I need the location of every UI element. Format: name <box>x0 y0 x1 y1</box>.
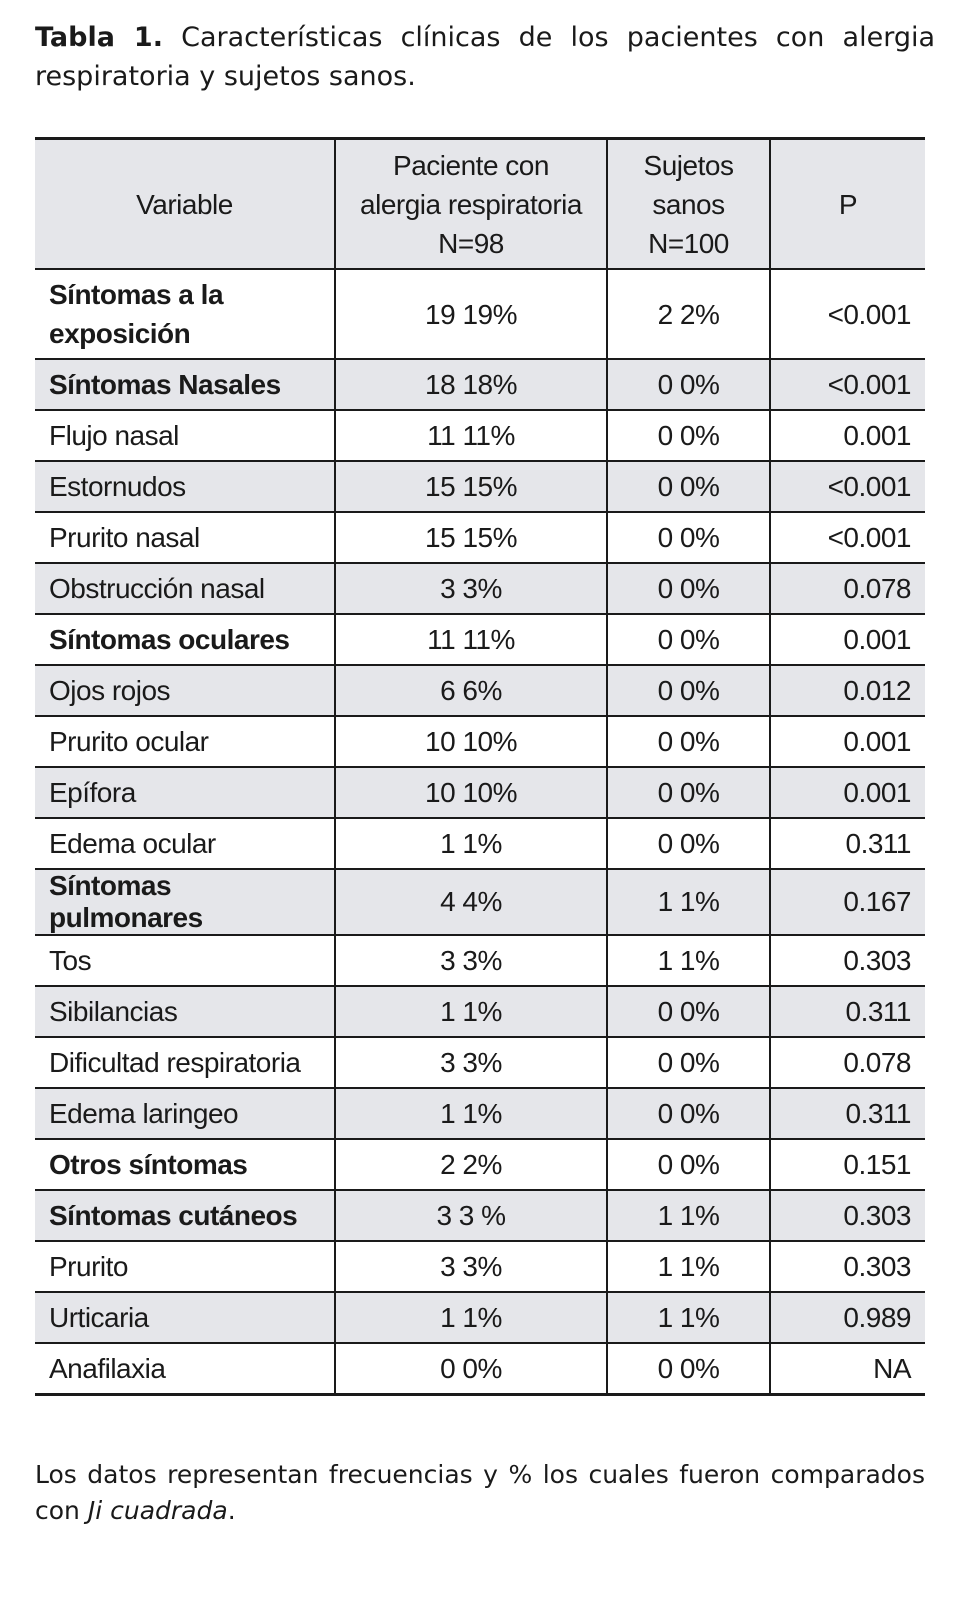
cell-patients: 4 4% <box>335 869 607 935</box>
cell-p-value: 0.167 <box>770 869 925 935</box>
cell-healthy: 0 0% <box>607 1037 770 1088</box>
table-footnote <box>35 1457 925 1529</box>
cell-p-value: 0.001 <box>770 716 925 767</box>
cell-variable: Dificultad respiratoria <box>35 1037 335 1088</box>
header-variable: Variable <box>35 139 335 270</box>
cell-p-value: 0.012 <box>770 665 925 716</box>
cell-variable: Prurito <box>35 1241 335 1292</box>
table-row <box>35 935 925 986</box>
cell-variable: Síntomas oculares <box>35 614 335 665</box>
cell-healthy: 0 0% <box>607 767 770 818</box>
cell-healthy: 0 0% <box>607 1088 770 1139</box>
cell-patients: 10 10% <box>335 767 607 818</box>
table-row <box>35 461 925 512</box>
cell-healthy: 1 1% <box>607 1190 770 1241</box>
cell-patients: 15 15% <box>335 461 607 512</box>
cell-variable: Urticaria <box>35 1292 335 1343</box>
cell-patients: 3 3% <box>335 1241 607 1292</box>
table-row <box>35 1292 925 1343</box>
header-patients: Paciente con alergia respiratoria N=98 <box>335 139 607 270</box>
cell-variable: Flujo nasal <box>35 410 335 461</box>
cell-variable: Obstrucción nasal <box>35 563 335 614</box>
header-p: P <box>770 139 925 270</box>
cell-variable: Estornudos <box>35 461 335 512</box>
cell-healthy: 0 0% <box>607 614 770 665</box>
cell-p-value: 0.001 <box>770 767 925 818</box>
footnote-text: Los datos representan frecuencias y % los cuales fueron comparados con <box>35 1460 925 1525</box>
cell-variable: Edema laringeo <box>35 1088 335 1139</box>
table-row <box>35 818 925 869</box>
table-row <box>35 512 925 563</box>
cell-p-value: 0.311 <box>770 986 925 1037</box>
cell-variable: Síntomas a la exposición <box>35 269 335 359</box>
cell-healthy: 0 0% <box>607 563 770 614</box>
cell-variable: Ojos rojos <box>35 665 335 716</box>
table-row <box>35 1037 925 1088</box>
caption-label: Tabla 1. <box>35 22 163 53</box>
cell-p-value: 0.151 <box>770 1139 925 1190</box>
table-row <box>35 1088 925 1139</box>
cell-healthy: 1 1% <box>607 869 770 935</box>
cell-healthy: 0 0% <box>607 359 770 410</box>
cell-variable: Síntomas pulmonares <box>35 869 335 935</box>
table-row <box>35 1343 925 1395</box>
cell-patients: 1 1% <box>335 986 607 1037</box>
cell-patients: 1 1% <box>335 1088 607 1139</box>
cell-healthy: 0 0% <box>607 716 770 767</box>
cell-variable: Sibilancias <box>35 986 335 1037</box>
cell-p-value: 0.001 <box>770 614 925 665</box>
table-row <box>35 269 925 359</box>
cell-p-value: <0.001 <box>770 461 925 512</box>
cell-healthy: 0 0% <box>607 410 770 461</box>
cell-p-value: 0.303 <box>770 1241 925 1292</box>
caption-text: Características clínicas de los pacientes con alergia respiratoria y sujetos sanos. <box>35 22 936 92</box>
cell-p-value: 0.303 <box>770 1190 925 1241</box>
cell-patients: 6 6% <box>335 665 607 716</box>
cell-patients: 10 10% <box>335 716 607 767</box>
cell-patients: 3 3% <box>335 935 607 986</box>
cell-p-value: 0.311 <box>770 1088 925 1139</box>
cell-patients: 15 15% <box>335 512 607 563</box>
table-row <box>35 665 925 716</box>
cell-patients: 2 2% <box>335 1139 607 1190</box>
cell-healthy: 1 1% <box>607 935 770 986</box>
table-row <box>35 359 925 410</box>
cell-variable: Epífora <box>35 767 335 818</box>
cell-p-value: 0.311 <box>770 818 925 869</box>
cell-patients: 3 3% <box>335 563 607 614</box>
cell-healthy: 0 0% <box>607 1343 770 1395</box>
cell-variable: Tos <box>35 935 335 986</box>
cell-healthy: 2 2% <box>607 269 770 359</box>
cell-variable: Edema ocular <box>35 818 335 869</box>
cell-healthy: 0 0% <box>607 818 770 869</box>
cell-p-value: 0.989 <box>770 1292 925 1343</box>
cell-p-value: <0.001 <box>770 512 925 563</box>
cell-p-value: 0.001 <box>770 410 925 461</box>
footnote-end: . <box>227 1496 236 1525</box>
table-row <box>35 1190 925 1241</box>
cell-variable: Otros síntomas <box>35 1139 335 1190</box>
cell-variable: Síntomas Nasales <box>35 359 335 410</box>
cell-patients: 3 3 % <box>335 1190 607 1241</box>
cell-patients: 11 11% <box>335 410 607 461</box>
table-body <box>35 269 925 1395</box>
table-row <box>35 869 925 935</box>
cell-patients: 18 18% <box>335 359 607 410</box>
cell-healthy: 1 1% <box>607 1241 770 1292</box>
cell-patients: 19 19% <box>335 269 607 359</box>
cell-healthy: 0 0% <box>607 461 770 512</box>
cell-healthy: 0 0% <box>607 512 770 563</box>
cell-p-value: 0.303 <box>770 935 925 986</box>
table-row <box>35 563 925 614</box>
header-healthy: Sujetos sanos N=100 <box>607 139 770 270</box>
cell-p-value: 0.078 <box>770 1037 925 1088</box>
cell-variable: Prurito nasal <box>35 512 335 563</box>
cell-p-value: 0.078 <box>770 563 925 614</box>
cell-patients: 1 1% <box>335 818 607 869</box>
cell-variable: Prurito ocular <box>35 716 335 767</box>
cell-p-value: <0.001 <box>770 269 925 359</box>
cell-healthy: 0 0% <box>607 986 770 1037</box>
cell-patients: 11 11% <box>335 614 607 665</box>
cell-patients: 0 0% <box>335 1343 607 1395</box>
cell-healthy: 1 1% <box>607 1292 770 1343</box>
clinical-characteristics-table <box>35 137 925 1396</box>
cell-healthy: 0 0% <box>607 665 770 716</box>
cell-patients: 1 1% <box>335 1292 607 1343</box>
footnote-italic: Ji cuadrada <box>87 1496 228 1525</box>
cell-variable: Síntomas cutáneos <box>35 1190 335 1241</box>
table-row <box>35 410 925 461</box>
cell-variable: Anafilaxia <box>35 1343 335 1395</box>
table-row <box>35 1241 925 1292</box>
cell-p-value: NA <box>770 1343 925 1395</box>
table-row <box>35 614 925 665</box>
table-row <box>35 767 925 818</box>
cell-p-value: <0.001 <box>770 359 925 410</box>
table-caption <box>35 18 935 96</box>
table-row <box>35 1139 925 1190</box>
table-row <box>35 986 925 1037</box>
cell-patients: 3 3% <box>335 1037 607 1088</box>
table-row <box>35 716 925 767</box>
cell-healthy: 0 0% <box>607 1139 770 1190</box>
table-header-row <box>35 139 925 270</box>
